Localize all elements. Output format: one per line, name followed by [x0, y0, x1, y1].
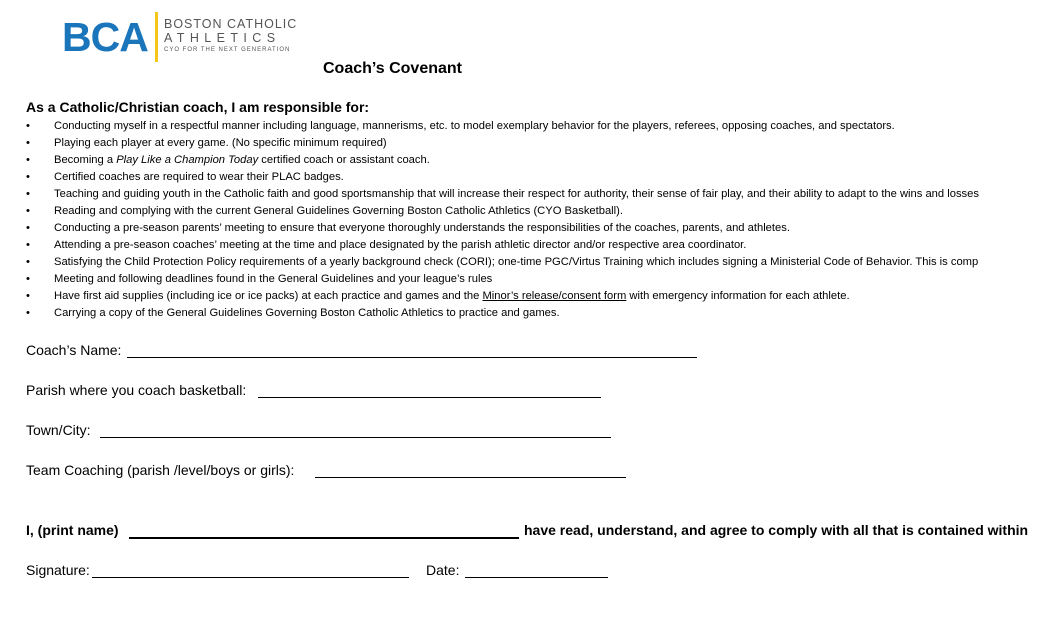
list-item-text: Certified coaches are required to wear their PLAC badges. — [54, 171, 344, 183]
list-item-text: Teaching and guiding youth in the Catholic faith and good sportsmanship that will increase their respect for authority, their sense of fair play, and their ability to adapt to the wins and losses — [54, 188, 979, 200]
bullet-icon: • — [26, 273, 30, 285]
list-item-text: Conducting a pre-season parents’ meeting to ensure that everyone thoroughly understands the responsibilities of the coaches, parents, and athletes. — [54, 222, 790, 234]
bullet-icon: • — [26, 188, 30, 200]
logo-mark: BCA — [62, 14, 148, 60]
bullet-icon: • — [26, 222, 30, 234]
bullet-icon: • — [26, 137, 30, 149]
logo-line-2: ATHLETICS — [164, 31, 281, 45]
bullet-icon: • — [26, 205, 30, 217]
list-item-text: Meeting and following deadlines found in the General Guidelines and your league’s rules — [54, 273, 493, 285]
bullet-icon: • — [26, 256, 30, 268]
list-item-text: Satisfying the Child Protection Policy requirements of a yearly background check (CORI); one-time PGC/Virtus Training which includes signing a Ministerial Code of Behavior. This is comp — [54, 256, 979, 268]
town-city-label: Town/City: — [26, 422, 91, 438]
date-label: Date: — [426, 562, 460, 578]
team-coaching-field[interactable] — [315, 477, 626, 478]
coach-name-label: Coach’s Name: — [26, 342, 122, 358]
responsibilities-heading: As a Catholic/Christian coach, I am responsible for: — [26, 99, 370, 115]
bullet-icon: • — [26, 239, 30, 251]
list-item-text: Playing each player at every game. (No specific minimum required) — [54, 137, 387, 149]
signature-label: Signature: — [26, 562, 90, 578]
bullet-icon: • — [26, 120, 30, 132]
bullet-icon: • — [26, 290, 30, 302]
logo-divider — [155, 12, 158, 62]
list-item-text: Carrying a copy of the General Guidelines Governing Boston Catholic Athletics to practice and games. — [54, 307, 560, 319]
list-item-text: Reading and complying with the current General Guidelines Governing Boston Catholic Athletics (CYO Basketball). — [54, 205, 623, 217]
bullet-icon: • — [26, 307, 30, 319]
print-name-field[interactable] — [129, 537, 519, 539]
coach-name-field[interactable] — [127, 357, 697, 358]
document-title: Coach’s Covenant — [323, 60, 462, 77]
parish-label: Parish where you coach basketball: — [26, 382, 247, 398]
parish-field[interactable] — [258, 397, 601, 398]
consent-form-link[interactable]: Minor’s release/consent form — [482, 290, 627, 302]
town-city-field[interactable] — [100, 437, 611, 438]
print-name-label: I, (print name) — [26, 522, 119, 538]
logo-line-1: BOSTON CATHOLIC — [164, 17, 298, 31]
list-item-text: Conducting myself in a respectful manner including language, mannerisms, etc. to model exemplary behavior for the players, referees, opposing coaches, and spectators. — [54, 120, 895, 132]
team-coaching-label: Team Coaching (parish /level/boys or girls): — [26, 462, 295, 478]
agreement-text: have read, understand, and agree to comply with all that is contained within — [524, 522, 1029, 538]
date-field[interactable] — [465, 577, 608, 578]
bullet-icon: • — [26, 171, 30, 183]
bullet-icon: • — [26, 154, 30, 166]
logo-tagline: CYO FOR THE NEXT GENERATION — [164, 47, 291, 53]
list-item-text: Attending a pre-season coaches’ meeting at the time and place designated by the parish athletic director and/or respective area coordinator. — [54, 239, 747, 251]
list-item-text: Becoming a Play Like a Champion Today certified coach or assistant coach. — [54, 154, 430, 166]
signature-field[interactable] — [92, 577, 409, 578]
list-item-text: Have first aid supplies (including ice or ice packs) at each practice and games and the Minor’s release/consent form with emergency information for each athlete. — [54, 290, 850, 302]
bca-logo — [62, 12, 302, 62]
program-name-italic: Play Like a Champion Today — [116, 154, 259, 166]
